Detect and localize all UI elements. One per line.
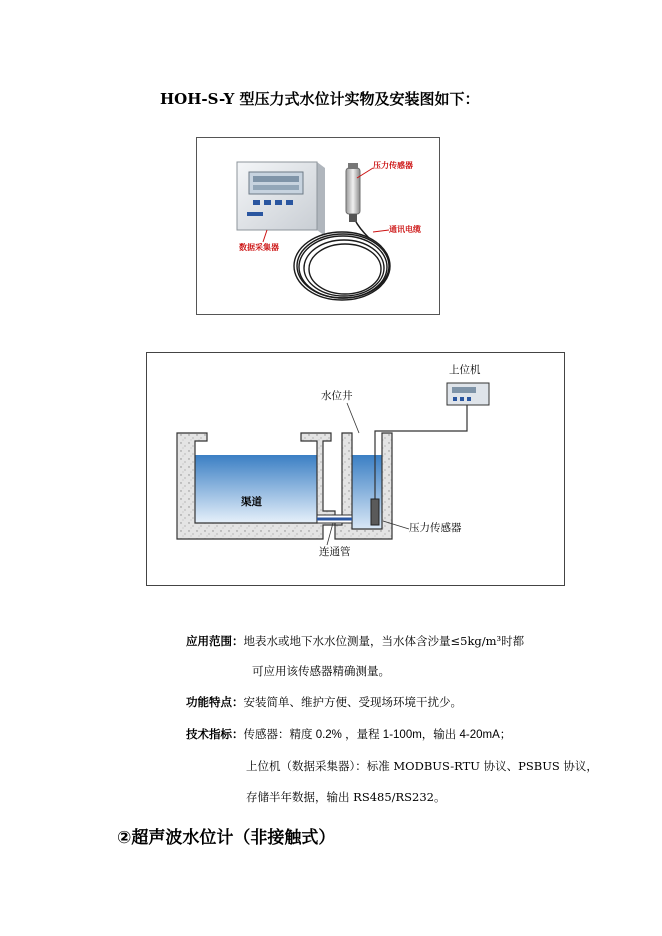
page-title: HOH-S-Y 型压力式水位计实物及安装图如下：: [160, 90, 480, 108]
data-collector-device: [237, 162, 325, 236]
tech-sensor-prefix: 传感器：精度: [243, 727, 313, 741]
label-communication-cable: 通讯电缆: [389, 225, 421, 234]
tech-text-line2: 上位机（数据采集器）：标准 MODBUS-RTU 协议、PSBUS 协议，: [246, 759, 598, 773]
label-host-computer: 上位机: [449, 364, 481, 376]
features-row: [186, 694, 462, 710]
product-photo: [196, 137, 440, 315]
application-text-line1: 地表水或地下水水位测量，当水体含沙量≤5kg/m³时都: [243, 634, 525, 648]
application-text-line2: 可应用该传感器精确测量。: [252, 664, 390, 678]
label-connecting-pipe: 连通管: [319, 546, 351, 558]
installation-diagram-illustration: [147, 353, 564, 585]
product-photo-illustration: [197, 138, 439, 314]
connecting-pipe: [317, 515, 352, 523]
tech-text-line3: 存储半年数据，输出 RS485/RS232。: [246, 790, 446, 804]
label-pressure-sensor-diagram: 压力传感器: [409, 522, 462, 534]
features-label: 功能特点：: [186, 695, 244, 709]
tech-row: [186, 726, 511, 742]
host-computer: [447, 383, 489, 405]
tech-sensor-values: 0.2% ，量程 1-100m，输出 4-20mA；: [312, 729, 512, 741]
label-pressure-sensor: 压力传感器: [373, 161, 413, 170]
installation-diagram: [146, 352, 565, 586]
pressure-sensor-probe: [346, 163, 360, 222]
features-text: 安装简单、维护方便、受现场环境干扰少。: [243, 695, 462, 709]
channel-water: [195, 455, 317, 523]
section-heading: ②超声波水位计（非接触式）: [117, 828, 336, 848]
application-row: [186, 633, 524, 649]
label-data-collector: 数据采集器: [239, 243, 279, 252]
tech-label: 技术指标：: [186, 727, 244, 741]
label-water-well: 水位井: [321, 390, 353, 402]
label-channel: 渠道: [241, 496, 262, 508]
application-label: 应用范围：: [186, 634, 244, 648]
